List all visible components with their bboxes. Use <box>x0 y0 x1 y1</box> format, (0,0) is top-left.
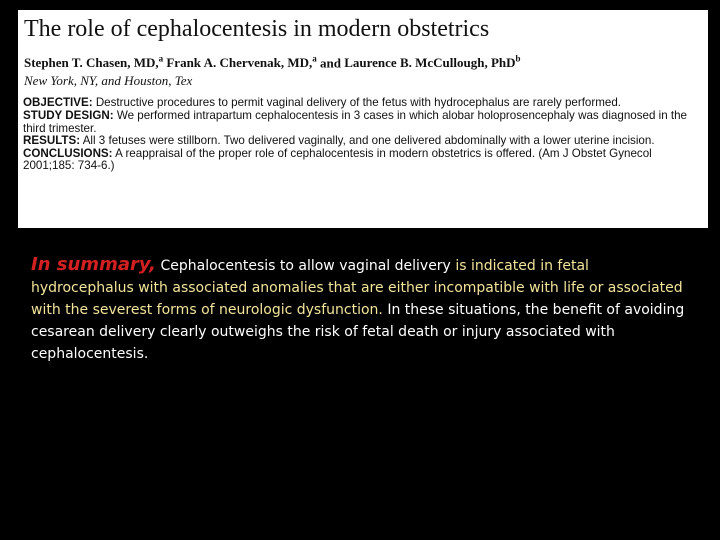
abstract-image <box>18 10 708 228</box>
section-text: We performed intrapartum cephalocentesis in 3 cases in which alobar holoprosencephaly was diagnosed in the third trimester. <box>23 108 688 135</box>
author-1: Stephen T. Chasen, MD,$^a$ <box>24 54 164 71</box>
summary-part-1: Cephalocentesis to allow vaginal delivery <box>160 258 451 274</box>
section-label: RESULTS: <box>23 134 81 148</box>
summary-lead: In summary, <box>31 254 157 275</box>
author-list: Stephen T. Chasen, MD,$^a$ Frank A. Chervenak, MD,$^a$ and Laurence B. McCullough, PhD$^b$ <box>24 54 521 71</box>
summary-paragraph <box>31 254 691 365</box>
author-3: Laurence B. McCullough, PhD$^b$ <box>344 54 521 71</box>
section-text: All 3 fetuses were stillborn. Two delivered vaginally, and one delivered abdominally with a lower uterine incision. <box>82 134 655 148</box>
section-text: A reappraisal of the proper role of cephalocentesis in modern obstetrics is offered. (Am J Obstet Gynecol 2001;185: 734-6.) <box>23 146 652 173</box>
section-label: OBJECTIVE: <box>23 96 93 110</box>
author-2: Frank A. Chervenak, MD,$^a$ <box>166 54 317 71</box>
section-label: CONCLUSIONS: <box>23 146 113 160</box>
summary-highlight: is indicated in fetal hydrocephalus with associated anomalies that are either incompatible with life or associated with the severest forms of neurologic dysfunction. <box>31 258 683 318</box>
summary-part-3: In these situations, the benefit of avoiding cesarean delivery clearly outweighs the risk of fetal death or injury associated with cephalocentesis. <box>31 302 685 362</box>
section-study-design <box>23 110 702 135</box>
section-label: STUDY DESIGN: <box>23 108 114 122</box>
section-text: Destructive procedures to permit vaginal delivery of the fetus with hydrocephalus are rarely performed. <box>95 96 622 110</box>
author-location: New York, NY, and Houston, Tex <box>24 73 193 89</box>
article-title: The role of cephalocentesis in modern obstetrics <box>24 16 490 42</box>
section-conclusions <box>23 148 702 173</box>
